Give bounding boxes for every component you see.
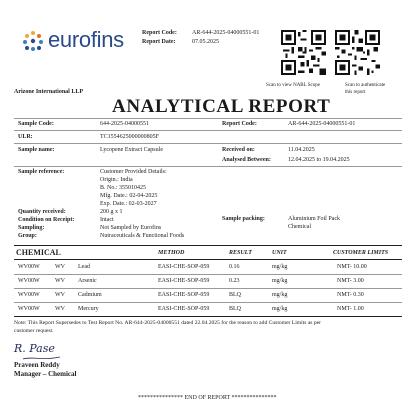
quantity-received-value: 200 g x 1 — [100, 209, 123, 215]
sample-name-value: Lycopene Extract Capsule — [100, 147, 163, 153]
info-report-code-value: AR-644-2025-04000551-01 — [288, 121, 356, 127]
sampling-label: Sampling: — [18, 225, 45, 231]
col-header-customer-limits: CUSTOMER LIMITS — [333, 250, 389, 256]
sample-code-label: Sample Code: — [18, 121, 54, 127]
table-header-border — [14, 259, 402, 260]
row-tag: WV — [55, 306, 65, 312]
signatory-role: Manager – Chemical — [14, 370, 77, 378]
sample-packing-category: Chemical — [288, 224, 311, 230]
divider — [14, 288, 402, 289]
row-parameter: Arsenic — [78, 278, 97, 284]
ulr-value: TC1554625000000805F — [100, 134, 160, 140]
condition-value: Intact — [100, 217, 114, 223]
row-method: EASI-CHE-SOP-059 — [158, 278, 210, 284]
divider — [14, 143, 402, 144]
row-code: WV00W — [18, 292, 40, 298]
signature-scribble: R. Pase — [14, 342, 55, 355]
sample-reference-line: B. No.: 355010425 — [100, 185, 147, 191]
sample-packing-label: Sample packing: — [222, 216, 265, 222]
analysed-between-label: Analysed Between: — [222, 157, 271, 163]
authenticate-qr-caption-line1: Scan to authenticate — [345, 83, 386, 88]
divider — [14, 302, 402, 303]
row-result: BLQ — [229, 306, 241, 312]
supersede-note-line1: Note: This Report Supersedes to Test Report No. AR-644-2025-04000551 dated 22.04.2025 for the reason to add Customer Limits as per — [14, 320, 322, 326]
row-tag: WV — [55, 292, 65, 298]
authenticate-report-qr[interactable] — [335, 30, 380, 75]
col-header-result: RESULT — [229, 250, 252, 256]
ulr-label: ULR: — [18, 134, 33, 140]
table-section-title: CHEMICAL — [16, 248, 61, 257]
divider — [14, 118, 402, 119]
authenticate-qr-caption-line2: this report — [345, 90, 366, 95]
sampling-value: Not Sampled by Eurofins — [100, 225, 162, 231]
sample-reference-line: Mfg. Date.: 02-04-2025 — [100, 193, 158, 199]
header-report-code-label: Report Code: — [142, 30, 177, 36]
col-header-unit: UNIT — [272, 250, 287, 256]
row-unit: mg/kg — [272, 292, 288, 298]
signatory-name: Praveen Reddy — [14, 361, 60, 369]
row-limit: NMT- 1.00 — [337, 306, 364, 312]
row-unit: mg/kg — [272, 278, 288, 284]
quantity-received-label: Quantity received: — [18, 209, 66, 215]
row-limit: NMT- 3.00 — [337, 278, 364, 284]
divider — [14, 274, 402, 275]
row-method: EASI-CHE-SOP-059 — [158, 264, 210, 270]
row-parameter: Lead — [78, 264, 90, 270]
eurofins-logo — [22, 28, 122, 54]
qr-code-icon — [335, 30, 380, 75]
end-of-report: *************** END OF REPORT *************** — [138, 395, 277, 401]
brand-name: eurofins — [48, 27, 124, 52]
row-unit: mg/kg — [272, 306, 288, 312]
table-top-border — [14, 245, 402, 246]
eurofins-logo-dots-icon — [22, 30, 44, 52]
group-label: Group: — [18, 233, 37, 239]
received-on-value: 11.04.2025 — [288, 147, 315, 153]
row-tag: WV — [55, 264, 65, 270]
row-code: WV00W — [18, 306, 40, 312]
sample-code-value: 644-2025-04000551 — [100, 121, 149, 127]
sample-reference-line: Origin.: India — [100, 177, 133, 183]
row-result: 0.23 — [229, 278, 240, 284]
page-title: ANALYTICAL REPORT — [112, 96, 331, 117]
condition-label: Condition on Receipt: — [18, 217, 75, 223]
row-parameter: Mercury — [78, 306, 99, 312]
nabl-scope-qr[interactable] — [281, 30, 326, 75]
row-limit: NMT- 10.00 — [337, 264, 367, 270]
divider — [14, 130, 402, 131]
received-on-label: Received on: — [222, 147, 255, 153]
lab-name: Arizone International LLP — [14, 89, 83, 95]
header-report-code-value: AR-644-2025-04000551-01 — [192, 30, 260, 36]
group-value: Nutraceuticals & Functional Foods — [100, 233, 185, 239]
sample-reference-line: Customer Provided Details: — [100, 169, 167, 175]
row-unit: mg/kg — [272, 264, 288, 270]
qr-code-icon — [281, 30, 326, 75]
sample-reference-label: Sample reference: — [18, 169, 65, 175]
row-parameter: Cadmium — [78, 292, 102, 298]
row-tag: WV — [55, 278, 65, 284]
row-code: WV00W — [18, 278, 40, 284]
row-result: 0.16 — [229, 264, 240, 270]
divider — [14, 166, 402, 167]
row-limit: NMT- 0.30 — [337, 292, 364, 298]
supersede-note-line2: customer request. — [14, 328, 54, 334]
analysed-between-value: 12.04.2025 to 19.04.2025 — [288, 157, 350, 163]
row-method: EASI-CHE-SOP-059 — [158, 292, 210, 298]
sample-packing-value: Aluminium Foil Pack — [288, 216, 341, 222]
row-code: WV00W — [18, 264, 40, 270]
row-method: EASI-CHE-SOP-059 — [158, 306, 210, 312]
table-bottom-border — [14, 316, 402, 317]
header-report-date-value: 07.05.2025 — [192, 39, 219, 45]
row-result: BLQ — [229, 292, 241, 298]
header-report-date-label: Report Date: — [142, 39, 176, 45]
col-header-method: METHOD — [158, 250, 185, 256]
sample-name-label: Sample name: — [18, 147, 55, 153]
sample-reference-line: Exp. Date.: 02-03-2027 — [100, 201, 157, 207]
info-report-code-label: Report Code: — [222, 121, 257, 127]
nabl-scope-qr-caption: Scan to view NABL Scope — [266, 83, 320, 88]
